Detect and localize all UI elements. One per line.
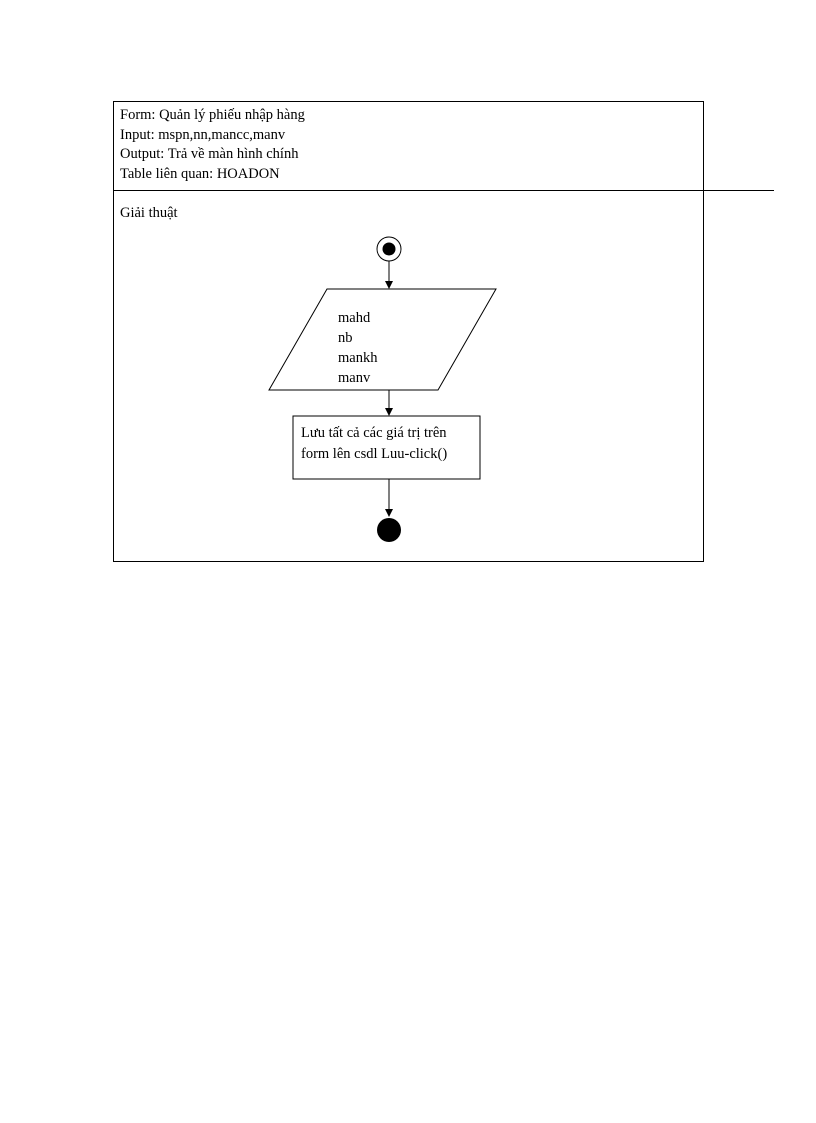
table-name: HOADON <box>216 165 280 182</box>
form-line: Form: Quản lý phiếu nhập hàng <box>120 107 305 123</box>
input-parallelogram <box>269 289 496 390</box>
algorithm-label: Giải thuật <box>120 205 178 221</box>
form-name: Quản lý phiếu nhập hàng <box>159 107 305 123</box>
input-params: mspn,nn,mancc,manv <box>158 126 286 143</box>
start-node <box>377 237 401 261</box>
output-line: Output: Trả về màn hình chính <box>120 146 299 162</box>
io-field: nb <box>338 330 353 346</box>
io-field: mankh <box>338 350 378 366</box>
process-line: Lưu tất cả các giá trị trên <box>301 425 447 441</box>
io-field: mahd <box>338 310 371 326</box>
input-fields <box>338 308 377 388</box>
input-line: Input: mspn,nn,mancc,manv <box>120 126 286 143</box>
output-desc: Trả về màn hình chính <box>167 146 299 162</box>
io-field: manv <box>338 370 371 386</box>
process-text <box>301 423 447 464</box>
process-line: form lên csdl Luu-click() <box>301 445 448 462</box>
table-line: Table liên quan: HOADON <box>120 165 280 182</box>
end-node <box>377 518 401 542</box>
